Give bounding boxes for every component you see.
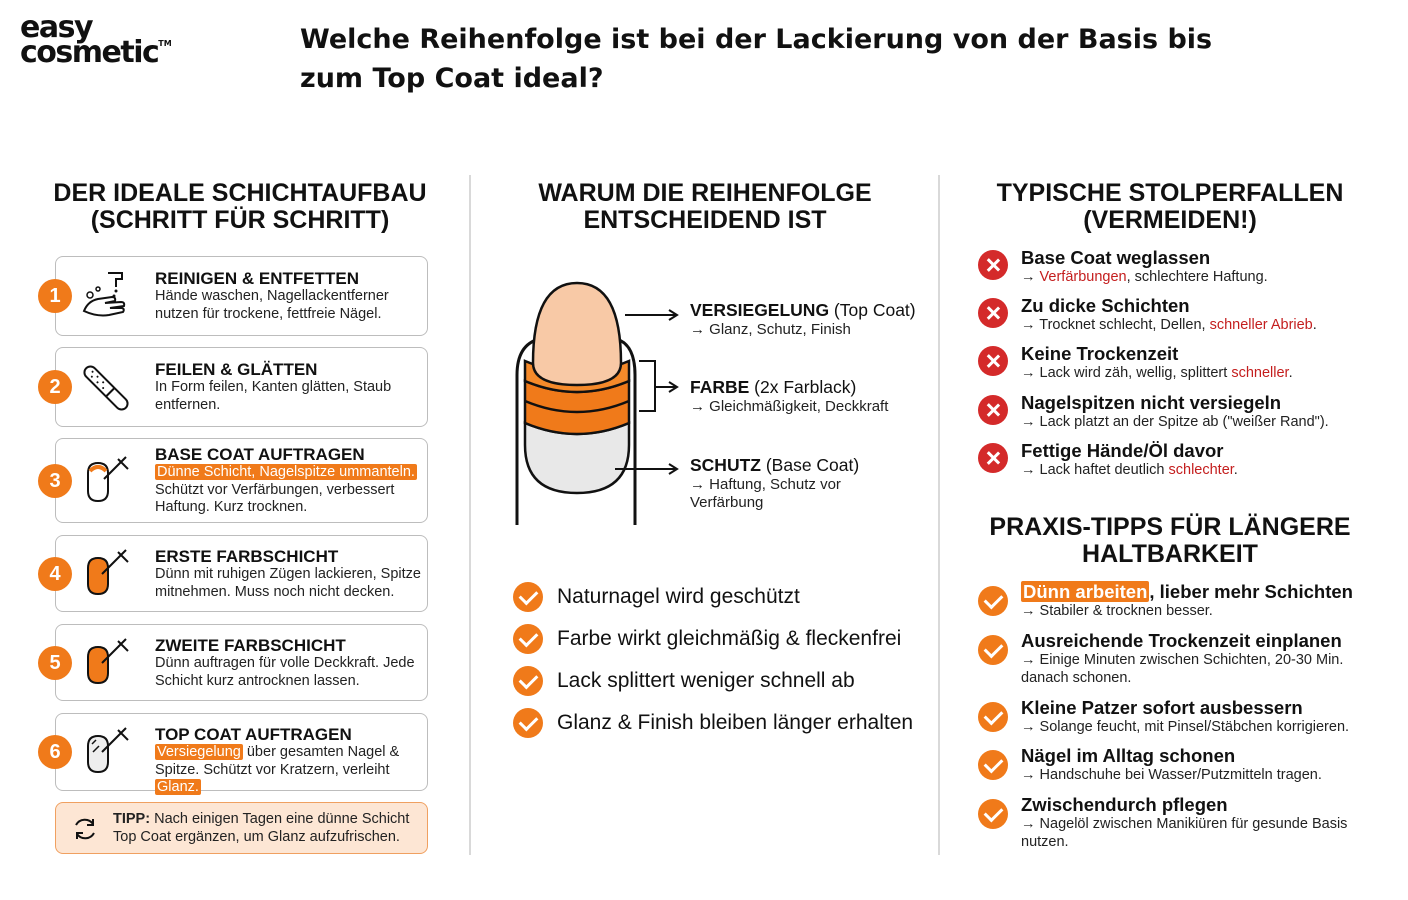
top-coat-brush-icon — [78, 724, 134, 780]
step-title: FEILEN & GLÄTTEN — [155, 360, 318, 379]
cross-icon — [978, 250, 1008, 280]
step-card-5 — [49, 624, 428, 701]
step-highlight: Versiegelung — [157, 744, 241, 760]
check-icon — [513, 708, 543, 738]
color-coat-brush-icon — [78, 546, 134, 602]
order-heading: WARUM DIE REIHENFOLGE ENTSCHEIDEND IST — [538, 179, 872, 234]
check-icon — [513, 624, 543, 654]
brand-line-2: cosmetic™ — [20, 34, 172, 70]
check-icon — [978, 750, 1008, 780]
step-number: 5 — [38, 646, 72, 680]
step-title: ZWEITE FARBSCHICHT — [155, 636, 346, 655]
practice-tip-item: Kleine Patzer sofort ausbessern → Solange feucht, mit Pinsel/Stäbchen korrigieren. — [978, 697, 1398, 741]
check-icon — [978, 702, 1008, 732]
step-highlight: Dünne Schicht, Nagelspitze ummanteln. — [157, 464, 415, 480]
step-number: 2 — [38, 370, 72, 404]
tip-box — [55, 802, 428, 854]
step-card-6 — [49, 713, 428, 795]
step-title: REINIGEN & ENTFETTEN — [155, 269, 360, 288]
check-icon — [978, 586, 1008, 616]
hand-washing-icon — [78, 267, 134, 323]
step-title: BASE COAT AUFTRAGEN — [155, 445, 365, 464]
step-card-3 — [49, 438, 428, 523]
cross-icon — [978, 443, 1008, 473]
layer-label-top-coat: VERSIEGELUNG (Top Coat) → Glanz, Schutz, Finish — [690, 300, 916, 338]
step-text: In Form feilen, Kanten glätten, Staub entfernen. — [155, 379, 392, 413]
step-text: Dünn mit ruhigen Zügen lackieren, Spitze mitnehmen. Muss noch nicht decken. — [155, 566, 421, 600]
brand-line-1: easy — [20, 10, 93, 45]
step-card-4 — [49, 535, 428, 612]
check-icon — [978, 799, 1008, 829]
step-number: 6 — [38, 735, 72, 769]
step-number: 4 — [38, 557, 72, 591]
check-icon — [513, 666, 543, 696]
pitfall-item: Keine Trockenzeit → Lack wird zäh, wellig, splittert schneller. — [978, 343, 1398, 387]
step-text: Dünne Schicht, Nagelspitze ummanteln. Schützt vor Verfärbungen, verbessert Haftung. Kurz trocknen. — [155, 464, 415, 515]
step-title: TOP COAT AUFTRAGEN — [155, 725, 352, 744]
pitfall-item: Fettige Hände/Öl davor → Lack haftet deutlich schlechter. — [978, 440, 1398, 484]
tip-text: TIPP: Nach einigen Tagen eine dünne Schicht Top Coat ergänzen, um Glanz aufzufrischen. — [113, 811, 410, 845]
check-icon — [513, 582, 543, 612]
column-divider-1 — [469, 175, 471, 855]
step-text: Dünn auftragen für volle Deckkraft. Jede Schicht kurz antrocknen lassen. — [155, 655, 415, 689]
refresh-icon — [71, 815, 99, 843]
pitfalls-heading: TYPISCHE STOLPERFALLEN (VERMEIDEN!) — [996, 179, 1344, 234]
step-card-2 — [49, 347, 428, 427]
nail-layers-illustration — [505, 275, 695, 525]
layer-label-base-coat: SCHUTZ (Base Coat) → Haftung, Schutz vor Verfärbung — [690, 455, 860, 511]
cross-icon — [978, 298, 1008, 328]
cross-icon — [978, 395, 1008, 425]
practice-tip-item: Ausreichende Trockenzeit einplanen → Einige Minuten zwischen Schichten, 20-30 Min. danach schonen. — [978, 630, 1398, 688]
column-divider-2 — [938, 175, 940, 855]
pitfall-item: Nagelspitzen nicht versiegeln → Lack platzt an der Spitze ab ("weißer Rand"). — [978, 392, 1398, 436]
color-coat-brush-icon — [78, 635, 134, 691]
step-number: 3 — [38, 464, 72, 498]
step-text: Versiegelung über gesamten Nagel & Spitze. Schützt vor Kratzern, verleiht Glanz. — [155, 744, 400, 795]
brand-logo — [20, 10, 172, 70]
practice-tip-item: Dünn arbeiten , lieber mehr Schichten → Stabiler & trocknen besser. — [978, 581, 1398, 625]
layer-label-color: FARBE (2x Farblack) → Gleichmäßigkeit, Deckkraft — [690, 377, 889, 415]
nail-file-icon — [78, 360, 134, 416]
step-title: ERSTE FARBSCHICHT — [155, 547, 339, 566]
page-title: Welche Reihenfolge ist bei der Lackierung von der Basis bis zum Top Coat ideal? — [300, 24, 1213, 94]
practice-tip-item: Nägel im Alltag schonen → Handschuhe bei Wasser/Putzmitteln tragen. — [978, 745, 1398, 789]
base-coat-brush-icon — [78, 453, 134, 509]
pitfall-item: Base Coat weglassen → Verfärbungen, schlechtere Haftung. — [978, 247, 1398, 291]
pitfall-item: Zu dicke Schichten → Trocknet schlecht, Dellen, schneller Abrieb. — [978, 295, 1398, 339]
practice-tip-item: Zwischendurch pflegen → Nagelöl zwischen Manikiüren für gesunde Basis nutzen. — [978, 794, 1398, 852]
tips-heading: PRAXIS-TIPPS FÜR LÄNGERE HALTBARKEIT — [989, 513, 1351, 568]
cross-icon — [978, 346, 1008, 376]
step-text: Hände waschen, Nagellackentferner nutzen für trockene, fettfreie Nägel. — [155, 288, 389, 322]
steps-heading: DER IDEALE SCHICHTAUFBAU (SCHRITT FÜR SCHRITT) — [53, 179, 427, 234]
step-number: 1 — [38, 279, 72, 313]
check-icon — [978, 635, 1008, 665]
step-highlight-2: Glanz. — [157, 779, 199, 795]
step-card-1 — [49, 256, 428, 336]
